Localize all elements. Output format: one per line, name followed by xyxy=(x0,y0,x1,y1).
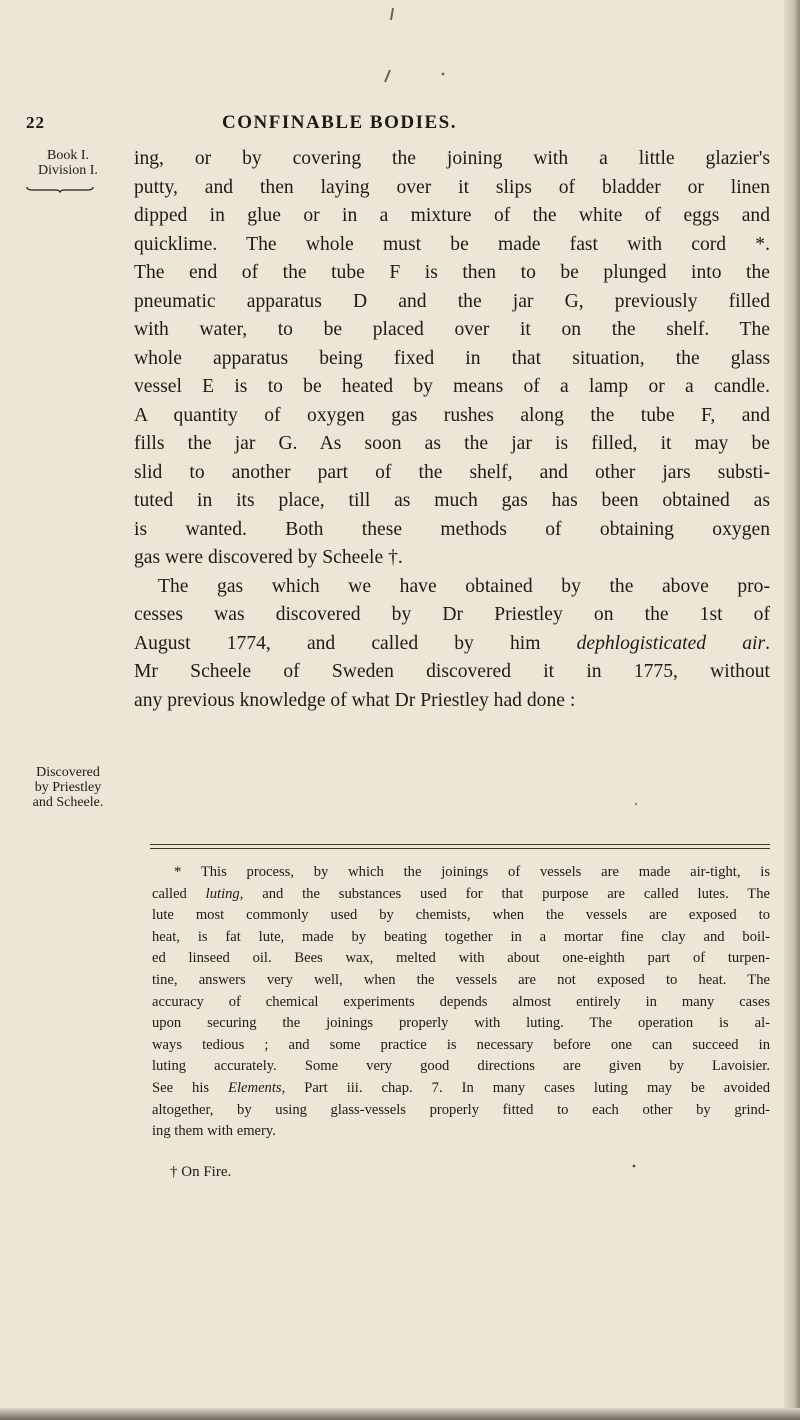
footnote-rule xyxy=(150,844,770,849)
footnote-line: upon securing the joinings properly with luting. The operation is al- xyxy=(152,1015,770,1032)
body-line: quicklime. The whole must be made fast with cord *. xyxy=(134,233,770,255)
footnote xyxy=(152,862,770,1143)
body-line: The gas which we have obtained by the above pro- xyxy=(158,575,770,597)
body-line: dipped in glue or in a mixture of the white of eggs and xyxy=(134,205,770,226)
footnote-line: tine, answers very well, when the vessels are not exposed to heat. The xyxy=(152,971,770,988)
footnote-line: lute most commonly used by chemists, when the vessels are exposed to xyxy=(152,907,770,924)
body-line: whole apparatus being fixed in that situation, the glass xyxy=(134,347,770,369)
margin-note-line: by Priestley xyxy=(34,780,102,795)
body-line: cesses was discovered by Dr Priestley on the 1st of xyxy=(134,604,770,625)
body-line: Mr Scheele of Sweden discovered it in 1775, without xyxy=(134,661,770,682)
body-line: The end of the tube F is then to be plunged into the xyxy=(134,262,770,283)
footnote-line: ing them with emery. xyxy=(152,1123,276,1140)
margin-note-discovered xyxy=(18,765,118,810)
margin-note-division: Division I. xyxy=(38,163,98,178)
page-number: 22 xyxy=(26,113,45,132)
footnote-line: See his Elements, Part iii. chap. 7. In many cases luting may be avoided xyxy=(152,1079,771,1096)
body-line: slid to another part of the shelf, and other jars substi- xyxy=(134,461,770,483)
footnote-line: * This process, by which the joinings of vessels are made air-tight, is xyxy=(174,864,770,880)
margin-note-book: Book I. xyxy=(47,148,89,163)
footnote-line: ed linseed oil. Bees wax, melted with about one-eighth part of turpen- xyxy=(152,950,770,967)
footnote-line: accuracy of chemical experiments depends almost entirely in many cases xyxy=(152,993,770,1010)
footnote-line: luting accurately. Some very good directions are given by Lavoisier. xyxy=(152,1058,770,1075)
body-line: ing, or by covering the joining with a little glazier's xyxy=(134,148,770,169)
body-line: is wanted. Both these methods of obtaining oxygen xyxy=(134,518,770,540)
footnote-line: called luting, and the substances used for that purpose are called lutes. The xyxy=(152,885,770,902)
body-line: A quantity of oxygen gas rushes along the tube F, and xyxy=(134,404,770,426)
body-line: tuted in its place, till as much gas has been obtained as xyxy=(134,490,770,511)
body-line: vessel E is to be heated by means of a lamp or a candle. xyxy=(134,376,770,397)
body-line: pneumatic apparatus D and the jar G, previously filled xyxy=(134,290,770,312)
body-line: any previous knowledge of what Dr Priestley had done : xyxy=(134,689,576,711)
body-line: with water, to be placed over it on the shelf. The xyxy=(134,319,770,340)
footnote-line: heat, is fat lute, made by beating together in a mortar fine clay and boil- xyxy=(152,928,770,945)
footnote-line: ways tedious ; and some practice is necessary before one can succeed in xyxy=(152,1036,770,1053)
margin-note-line: and Scheele. xyxy=(32,795,104,810)
margin-note-book-division xyxy=(18,148,118,178)
body-line: fills the jar G. As soon as the jar is filled, it may be xyxy=(134,433,770,454)
body-line: gas were discovered by Scheele †. xyxy=(134,547,403,568)
running-title: CONFINABLE BODIES. xyxy=(222,112,457,133)
footnote-dagger: † On Fire. xyxy=(170,1164,232,1180)
body-line: August 1774, and called by him dephlogisticated air. xyxy=(134,632,771,654)
horizontal-brace-icon xyxy=(26,186,94,193)
body-text xyxy=(134,145,770,715)
body-line: putty, and then laying over it slips of bladder or linen xyxy=(134,176,770,198)
margin-note-line: Discovered xyxy=(36,765,100,780)
footnote-line: altogether, by using glass-vessels properly fitted to each other by grind- xyxy=(152,1101,770,1118)
